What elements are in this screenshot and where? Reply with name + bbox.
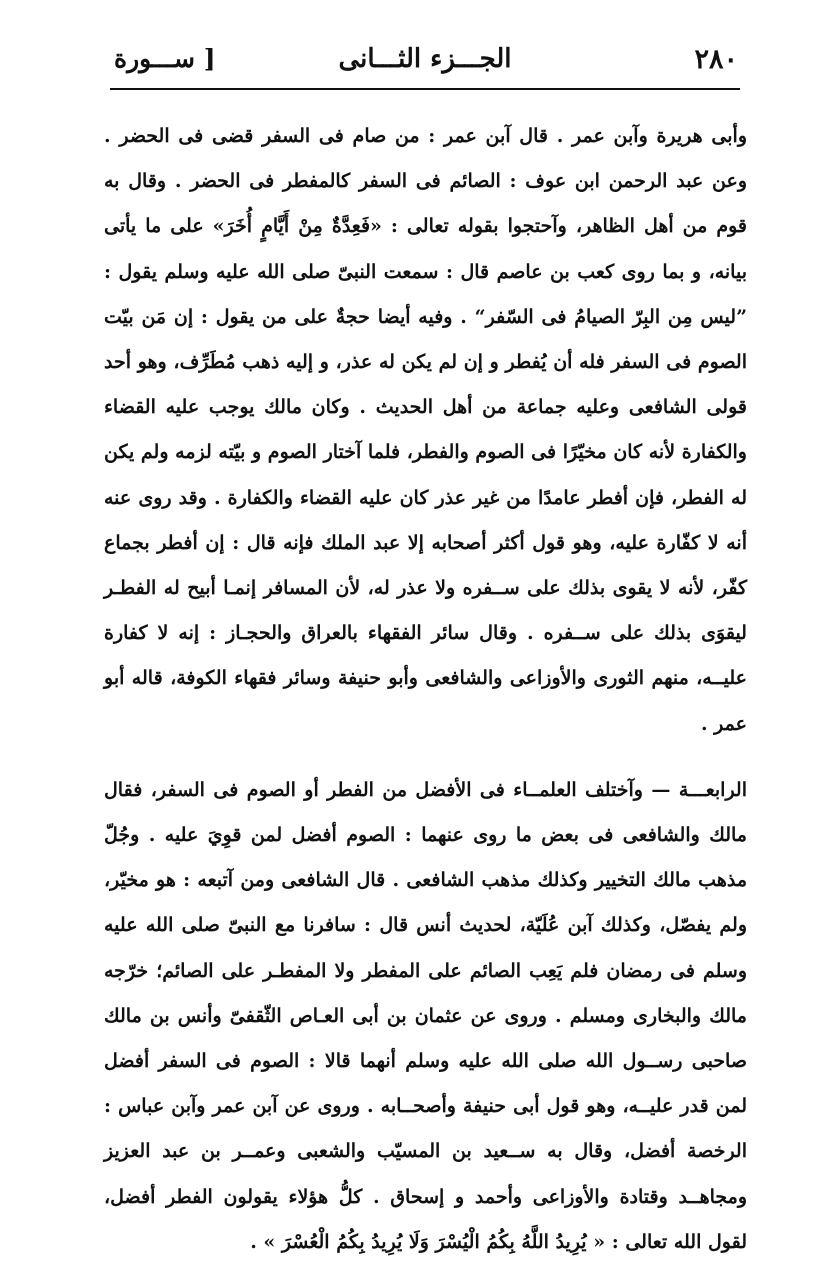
text-line: إن مَن بيّت الصوم فى السفر فله أن يُفطر و إن لم يكن له عذر، و إليه ذهب مُطَرِّف، وهو	[104, 305, 747, 374]
text-line: أكثر أصحابه إلا عبد الملك فإنه قال : إن أفطر بجماع كفّر، لأنه لا يقوى بذلك على ســفره	[104, 531, 747, 600]
text-line: ولا عذر له، لأن المسافر إنمـا أبيح له الفطـر ليقوَى بذلك على ســفره . وقال سائر الفقهاء	[104, 577, 747, 645]
paragraph-1	[104, 114, 747, 747]
text-line: أحد قولى الشافعى وعليه جماعة من أهل الحديث . وكان مالك يوجب عليه القضاء والكفارة	[104, 351, 747, 464]
text-line: الرخصة أفضل، وقال به ســعيد بن المسيّب والشعبى وعمــر بن عبد العزيز ومجاهــد وقتادة	[104, 1140, 747, 1208]
text-line: والشافعى فى بعض ما روى عنهما : الصوم أفضل لمن قوِيَ عليه . وجُلّ مذهب مالك التخيير	[104, 824, 748, 892]
text-line: بِكُمُ الْيُسْرَ وَلَا يُرِيدُ بِكُمُ الْعُسْرَ » .	[250, 1230, 515, 1253]
text-line: وأبى هريرة وآبن عمر . قال آبن عمر : من صام فى السفر قضى فى الحضر . وعن عبد الرحمن	[104, 125, 747, 193]
page-body	[104, 114, 747, 1265]
paragraph-2	[104, 768, 747, 1265]
text-line: أفضل لمن قدر عليــه، وهو قول أبى حنيفة وأصحــابه . وروى عن آبن عمر وآبن عباس :	[104, 1050, 747, 1118]
paragraph-gap	[104, 747, 747, 768]
text-line: والأوزاعى وأحمد و إسحاق . كلُّ هؤلاء يقولون الفطر أفضل، لقول الله تعالى : « يُرِيدُ اللَّهُ	[104, 1185, 747, 1253]
text-line: الثّقفىّ وأنس بن مالك صاحبى رســول الله صلى الله عليه وسلم أنهما قالا : الصوم فى السفر	[104, 1004, 747, 1073]
text-line: تعالى : «فَعِدَّةٌ مِنْ أَيَّامٍ أُخَرَ» على ما يأتى بيانه، و بما روى كعب بن عاصم قال : سمعت النبىّ	[104, 215, 747, 283]
page-header	[110, 40, 740, 90]
text-line: فقهاء الكوفة، قاله أبو عمر .	[104, 667, 747, 735]
page-number: ٢٨٠	[694, 44, 738, 75]
surah-label: [ ســـورة	[114, 44, 216, 73]
text-line: لحديث أنس قال : سافرنا مع النبىّ صلى الله عليه وسلم فى رمضان فلم يَعِب الصائم على المفطر	[104, 914, 747, 982]
text-line: عامدًا من غير عذر كان عليه القضاء والكفارة . وقد روى عنه أنه لا كفّارة عليه، وهو قول	[104, 486, 747, 554]
text-line: لأنه كان مخيّرًا فى الصوم والفطر، فلما آختار الصوم و بيّته لزمه ولم يكن له الفطر، فإن أفطر	[104, 441, 747, 509]
text-line: بالعراق والحجـاز : إنه لا كفارة عليــه، منهم الثورى والأوزاعى والشافعى وأبو حنيفة وسائر	[104, 622, 747, 690]
text-line: ابن عوف : الصائم فى السفر كالمفطر فى الحضر . وقال به قوم من أهل الظاهر، وآحتجوا بقوله	[104, 170, 747, 238]
text-line: صلى الله عليه وسلم يقول : ”ليس مِن البِرّ الصيامُ فى السّفر“ . وفيه أيضا حجةٌ على من يقول :	[104, 260, 747, 328]
running-title: الجـــزء الثـــانى	[338, 44, 512, 74]
text-line: الرابعـــة — وآختلف العلمــاء فى الأفضل من الفطر أو الصوم فى السفر، فقال مالك	[104, 778, 747, 847]
text-line: ولا المفطـر على الصائم؛ خرّجه مالك والبخارى ومسلم . وروى عن عثمان بن أبى العـاص	[104, 959, 747, 1027]
text-line: وكذلك مذهب الشافعى . قال الشافعى ومن آتبعه : هو مخيّر، ولم يفصّل، وكذلك آبن عُلَيّة،	[104, 869, 747, 937]
